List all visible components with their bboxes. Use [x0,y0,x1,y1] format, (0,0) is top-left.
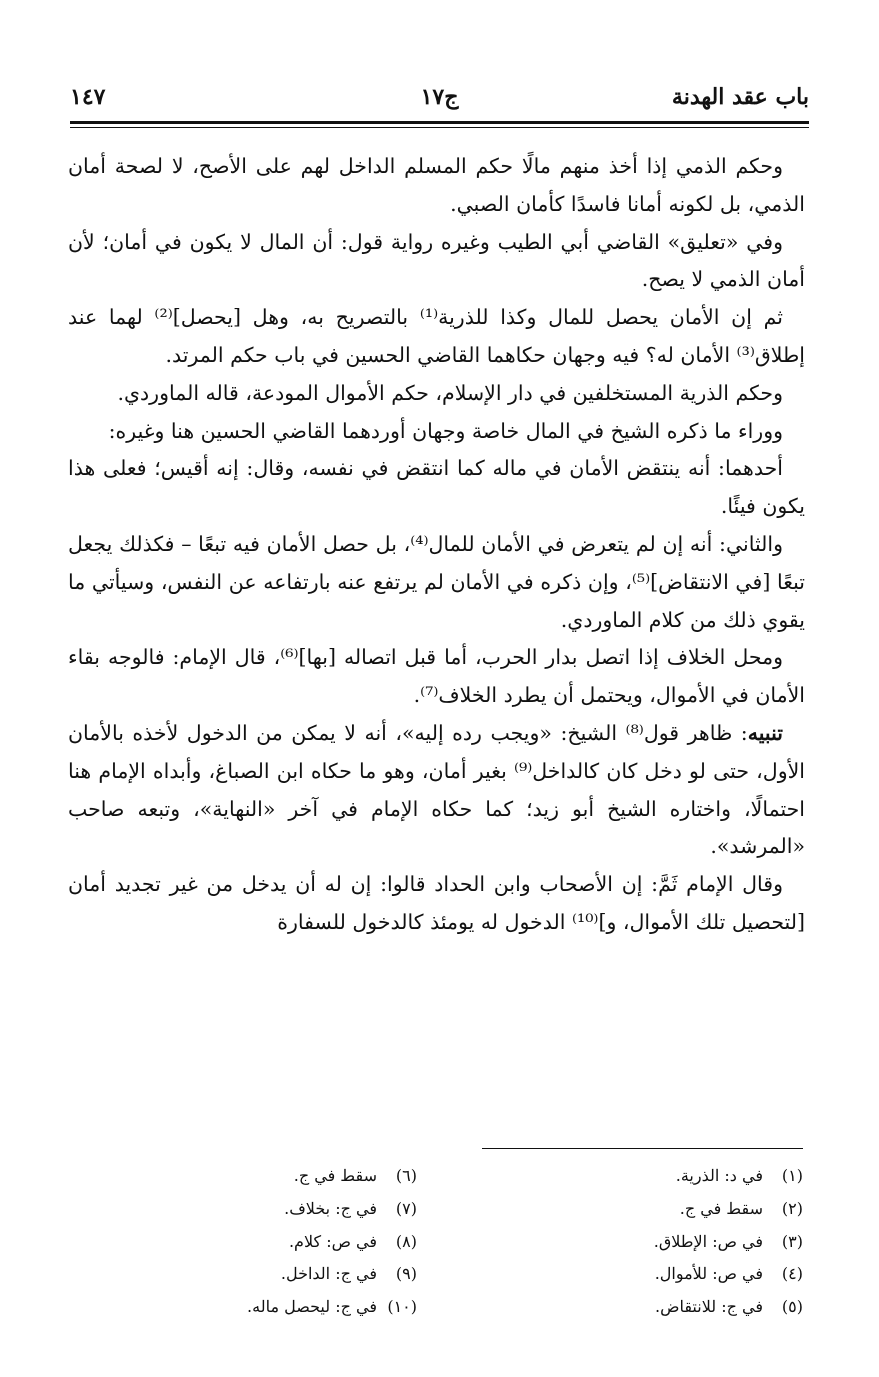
paragraph: أحدهما: أنه ينتقض الأمان في ماله كما انتقض في نفسه، وقال: إنه أقيس؛ فعلى هذا يكون فيئًا. [68,456,805,519]
footnote-item [543,1291,803,1324]
footnote-number: (٢) [781,1198,803,1218]
footnote-text: في ص: الإطلاق. [653,1231,763,1251]
footnote-item [543,1193,803,1226]
chapter-title: باب عقد الهدنة [671,84,809,110]
footnote-number: (٤) [781,1264,803,1284]
footnote-number: (٥) [781,1297,803,1317]
footnote-text: في ج: بخلاف. [284,1198,377,1218]
footnote-item [543,1226,803,1259]
footnote-text: في ج: الداخل. [280,1264,377,1284]
footnote-item [157,1226,417,1259]
footnote-text: في ج: ليحصل ماله. [247,1297,377,1317]
paragraph: وفي «تعليق» القاضي أبي الطيب وغيره رواية قول: أن المال لا يكون في أمان؛ لأن أمان الذمي لا يصح. [68,229,805,292]
footnote-item [157,1258,417,1291]
paragraph: ووراء ما ذكره الشيخ في المال خاصة وجهان أوردهما القاضي الحسين هنا وغيره: [108,418,783,443]
header-rule-thin [70,127,809,128]
paragraph: ثم إن الأمان يحصل للمال وكذا للذرية⁽¹⁾ بالتصريح به، وهل [يحصل]⁽²⁾ لهما عند إطلاق⁽³⁾ الأمان له؟ فيه وجهان حكاهما القاضي الحسين في باب حكم المرتد. [68,305,805,367]
footnotes-right-column [543,1160,803,1324]
footnote-number: (٩) [395,1264,417,1284]
footnotes-left-column [157,1160,417,1324]
note-label: تنبيه [747,720,783,745]
header-rule-thick [70,121,809,124]
footnote-text: سقط في ج. [679,1198,763,1218]
note-text: : ظاهر قول⁽⁸⁾ الشيخ: «ويجب رده إليه»، أنه لا يمكن من الدخول لأخذه بالأمان الأول، حتى لو دخل كان كالداخل⁽⁹⁾ بغير أمان، وهو ما حكاه ابن الصباغ، وأبداه الإمام هنا احتمالًا، واختاره الشيخ أبو زيد؛ كما حكاه الإمام في آخر «النهاية»، وتبعه صاحب «المرشد». [68,720,805,859]
footnote-item [157,1160,417,1193]
footnote-text: في ص: كلام. [288,1231,377,1251]
footnote-number: (٧) [395,1198,417,1218]
footnote-item [543,1258,803,1291]
footnote-number: (١٠) [387,1297,417,1317]
footnote-number: (٦) [395,1166,417,1185]
volume-label: ج١٧ [420,84,459,110]
footnote-separator [482,1148,803,1149]
paragraph: ومحل الخلاف إذا اتصل بدار الحرب، أما قبل اتصاله [بها]⁽⁶⁾، قال الإمام: فالوجه بقاء الأمان في الأموال، ويحتمل أن يطرد الخلاف⁽⁷⁾. [68,645,805,708]
footnote-text: سقط في ج. [293,1166,377,1185]
paragraph: والثاني: أنه إن لم يتعرض في الأمان للمال⁽⁴⁾، بل حصل الأمان فيه تبعًا – فكذلك يجعل تبعًا [في الانتقاض]⁽⁵⁾، وإن ذكره في الأمان لم يرتفع عنه بارتفاعه عن النفس، وسيأتي ما يقوي ذلك من كلام الماوردي. [68,531,805,632]
footnote-number: (٨) [395,1231,417,1251]
footnote-item [543,1160,803,1193]
note-paragraph [68,715,805,866]
paragraph: وحكم الذرية المستخلفين في دار الإسلام، حكم الأموال المودعة، قاله الماوردي. [117,380,783,405]
main-text [68,148,805,942]
paragraph: وقال الإمام ثَمَّ: إن الأصحاب وابن الحداد قالوا: إن له أن يدخل من غير تجديد أمان [لتحصيل تلك الأموال، و]⁽¹⁰⁾ الدخول له يومئذ كالدخول للسفارة [68,872,805,934]
footnote-text: في د: الذرية. [675,1166,763,1185]
footnote-item [157,1193,417,1226]
footnote-text: في ص: للأموال. [654,1264,763,1284]
footnote-item [157,1291,417,1324]
footnote-text: في ج: للانتقاض. [655,1297,763,1317]
paragraph: وحكم الذمي إذا أخذ منهم مالًا حكم المسلم الداخل لهم على الأصح، لا لصحة أمان الذمي، بل لكونه أمانا فاسدًا كأمان الصبي. [68,154,805,216]
footnote-number: (٣) [781,1231,803,1251]
page-number: ١٤٧ [70,84,106,110]
footnote-number: (١) [781,1166,803,1185]
